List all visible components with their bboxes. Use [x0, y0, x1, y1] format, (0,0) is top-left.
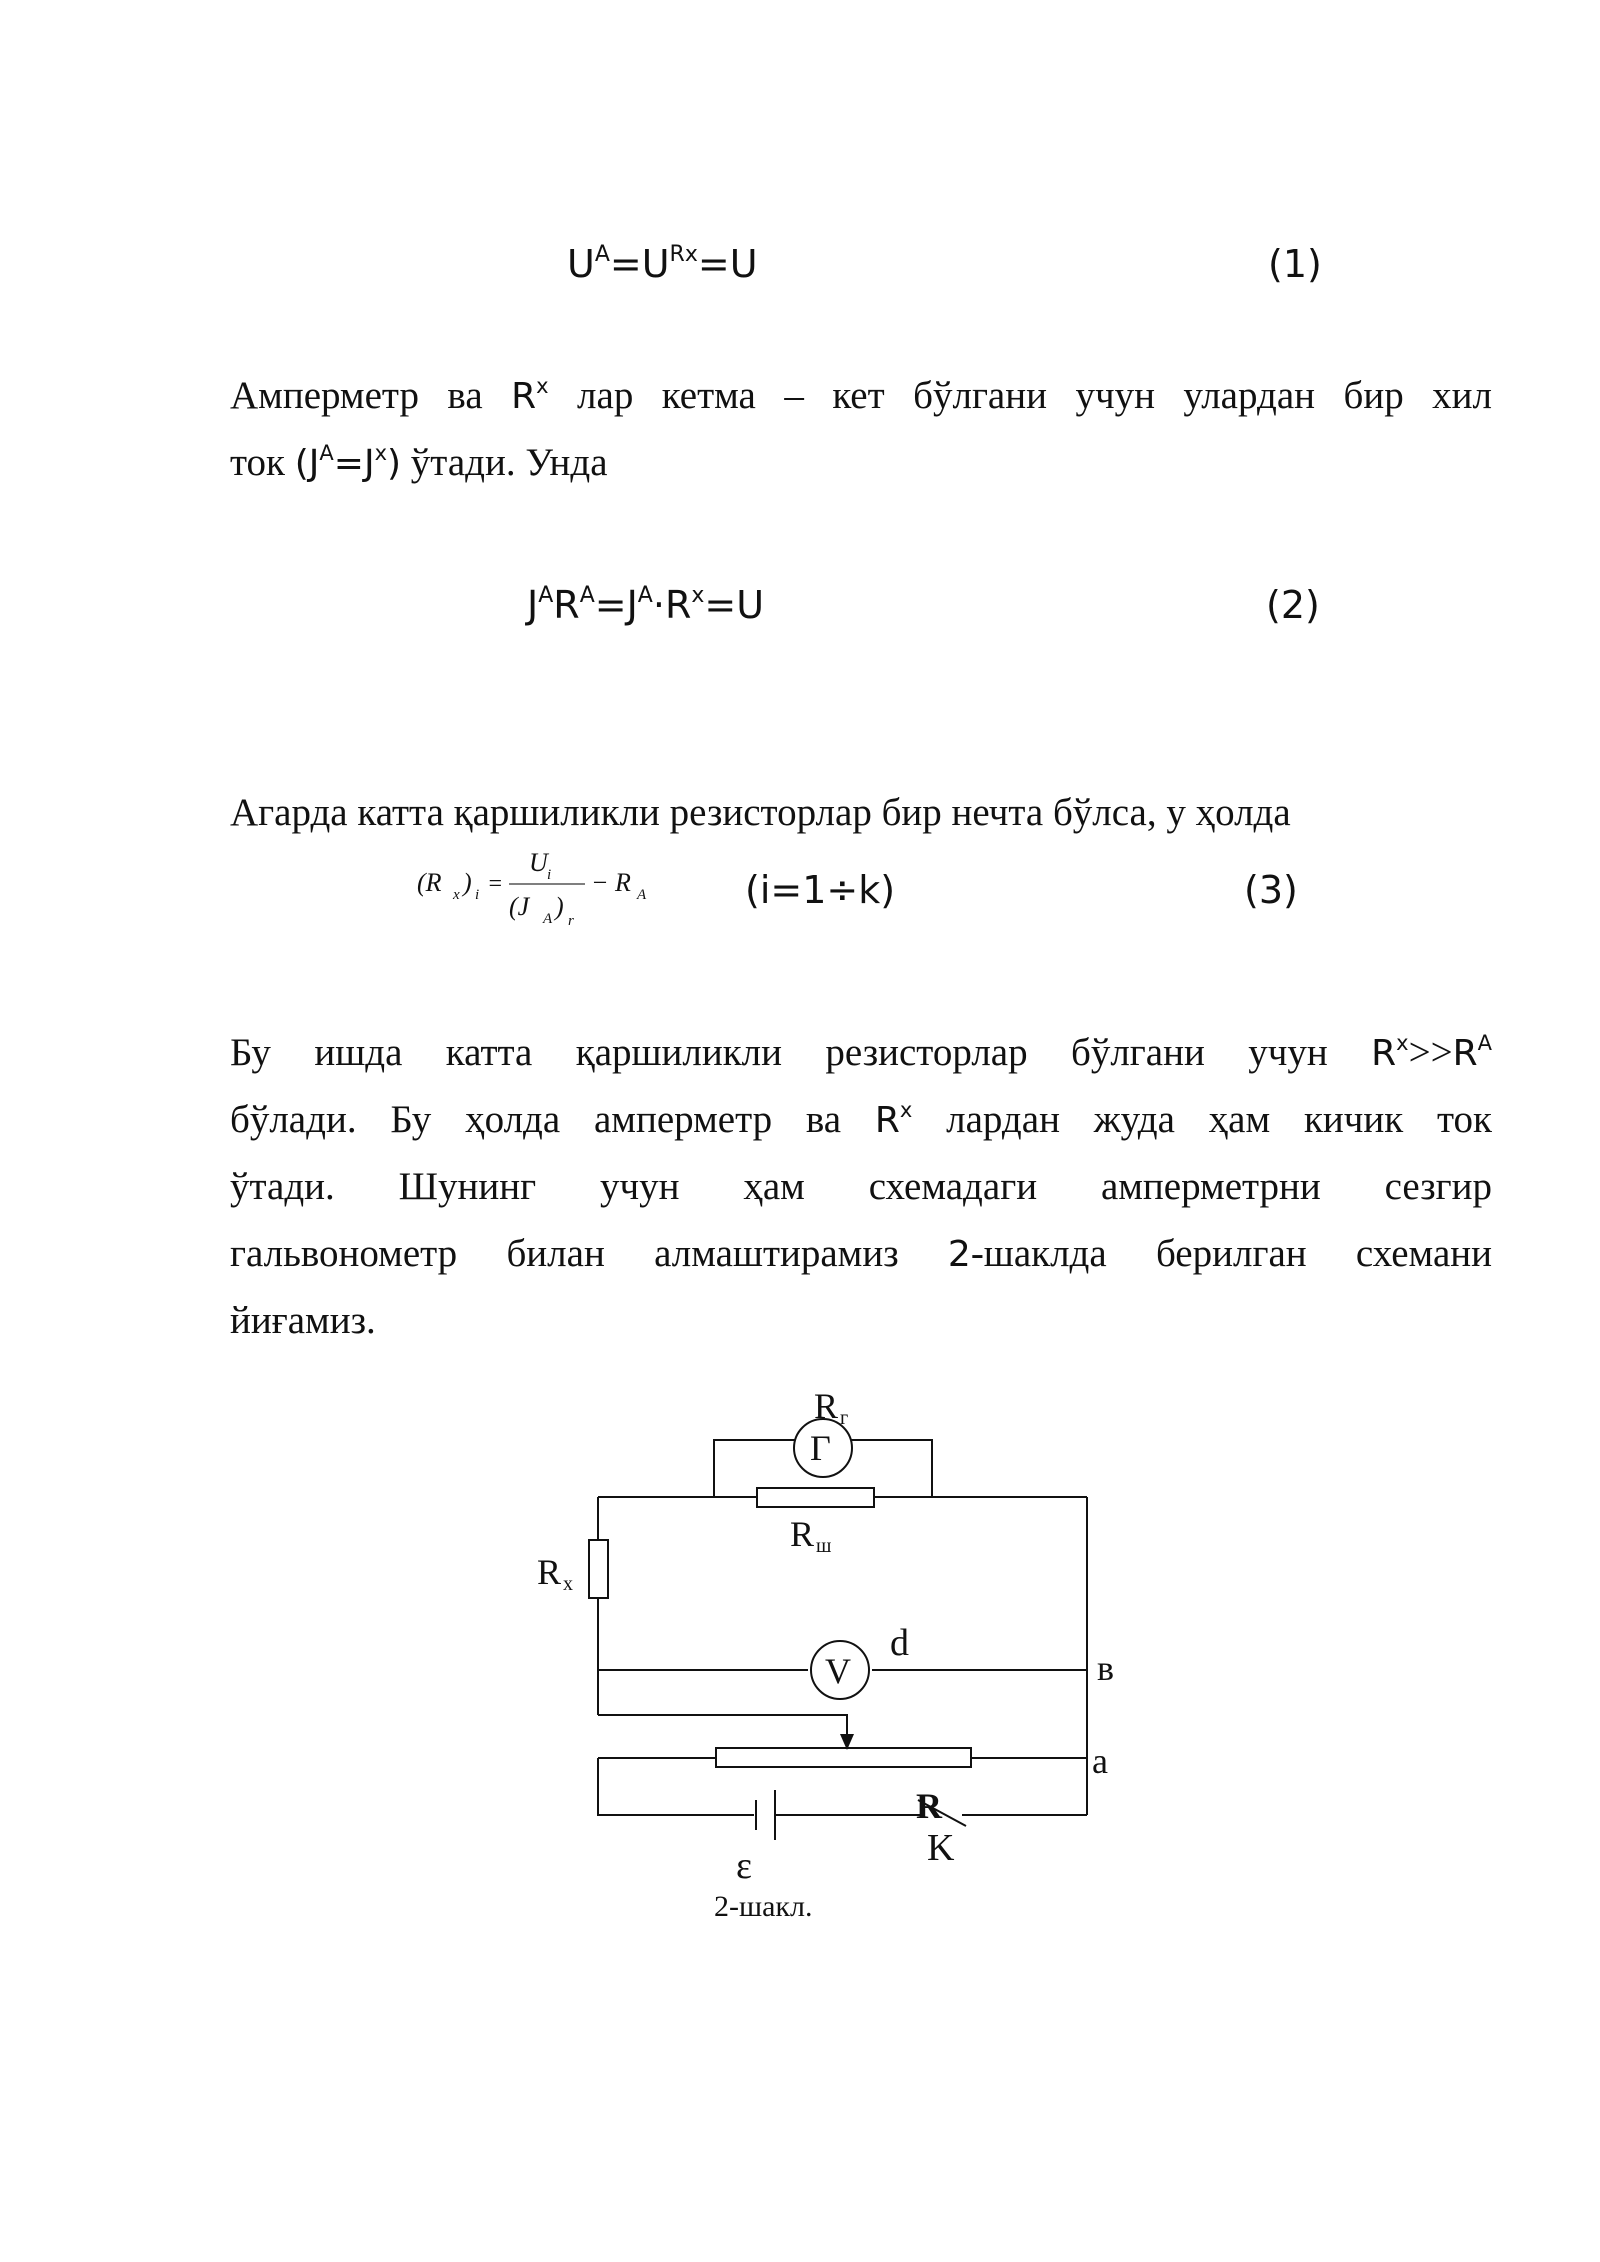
node-d-label: d — [890, 1622, 909, 1664]
equation-3-range: (i=1÷k) — [745, 868, 896, 912]
text-run: лар кетма – кет бўлгани учун улардан бир хил — [548, 374, 1493, 417]
eq2-part: R — [553, 583, 580, 627]
node-a-label: a — [1092, 1741, 1108, 1781]
key-label: K — [927, 1827, 955, 1869]
eq3-part: − R — [591, 868, 631, 897]
eq3-part: = — [487, 871, 504, 897]
node-b-label: в — [1097, 1648, 1114, 1688]
rheostat-label: R — [916, 1786, 942, 1826]
figure-caption: 2-шакл. — [714, 1890, 813, 1923]
wire — [598, 1715, 847, 1735]
text-run: ток — [230, 441, 295, 484]
eq3-sub: A — [543, 911, 553, 927]
eq3-sub: i — [547, 867, 552, 883]
eq2-sup: A — [579, 583, 595, 608]
eq3-sub: A — [637, 887, 647, 903]
symbol-sup: A — [319, 441, 334, 465]
shunt-resistor — [757, 1488, 874, 1507]
eq3-sub: i — [475, 887, 480, 903]
eq1-part: U — [567, 242, 595, 286]
text-run: Амперметр ва — [230, 374, 512, 417]
galvanometer-label: Г — [810, 1428, 831, 1468]
eq3-part: ) — [555, 892, 564, 921]
text-run: гальвонометр билан алмаштирамиз — [230, 1232, 948, 1275]
symbol-base: R — [1371, 1033, 1397, 1074]
text-run: -шаклда берилган схемани — [970, 1232, 1492, 1275]
symbol-sup: x — [536, 374, 549, 398]
eq2-sup: x — [691, 583, 705, 608]
eq2-part: =J — [594, 583, 638, 627]
emf-label: ε — [736, 1845, 752, 1887]
symbol-sup: x — [1396, 1031, 1409, 1055]
equation-2-number: (2) — [1266, 583, 1320, 627]
eq2-sup: A — [637, 583, 653, 608]
rx-resistor — [589, 1540, 608, 1598]
eq2-part: J — [527, 583, 539, 627]
text-run: лардан жуда ҳам кичик ток — [912, 1098, 1492, 1141]
eq1-part: =U — [609, 242, 670, 286]
eq2-part: =U — [704, 583, 765, 627]
text-run: бўлади. Бу ҳолда амперметр ва — [230, 1098, 875, 1141]
text-run: ўтади. Унда — [401, 441, 608, 484]
rsh-subscript: ш — [816, 1535, 832, 1557]
equation-3-number: (3) — [1244, 868, 1298, 912]
symbol-base: R — [874, 1100, 900, 1141]
rx-label: R — [537, 1552, 562, 1592]
rg-subscript: г — [840, 1407, 849, 1429]
symbol-sup: x — [374, 441, 387, 465]
equation-1-number: (1) — [1268, 242, 1322, 286]
rg-label: R — [814, 1386, 839, 1426]
paragraph-3-line-5: йиғамиз. — [230, 1299, 376, 1342]
symbol-base: R — [511, 376, 537, 417]
eq3-part: (J — [509, 892, 530, 921]
eq2-part: ·R — [652, 583, 692, 627]
eq3-sub: r — [568, 913, 574, 929]
eq2-sup: A — [538, 583, 554, 608]
paragraph-2-line-1: Агарда катта қаршиликли резисторлар бир нечта бўлса, у ҳолда — [230, 791, 1291, 834]
symbol-sup: x — [899, 1098, 913, 1122]
rsh-label: R — [790, 1514, 815, 1554]
symbol-base: (J — [294, 443, 320, 484]
eq1-sup: A — [594, 242, 610, 267]
rheostat-resistor — [716, 1748, 971, 1767]
symbol-sup: A — [1477, 1031, 1492, 1055]
voltmeter-label: V — [825, 1651, 851, 1691]
eq3-part: U — [529, 848, 548, 877]
eq3-part: ) — [463, 868, 472, 897]
symbol-base: ) — [387, 443, 402, 484]
eq1-sup: Rx — [669, 242, 698, 267]
text-run: >> — [1408, 1031, 1453, 1074]
text-run: Бу ишда катта қаршиликли резисторлар бўлгани учун — [230, 1031, 1372, 1074]
figure-number: 2 — [947, 1234, 971, 1275]
symbol-base: R — [1452, 1033, 1478, 1074]
rx-subscript: x — [563, 1573, 573, 1595]
symbol-base: =J — [333, 443, 375, 484]
eq3-sub: x — [453, 887, 460, 903]
eq1-part: =U — [697, 242, 758, 286]
eq3-part: (R — [417, 868, 442, 897]
paragraph-3-line-3: ўтади. Шунинг учун ҳам схемадаги амперметрни сезгир — [230, 1165, 1492, 1208]
